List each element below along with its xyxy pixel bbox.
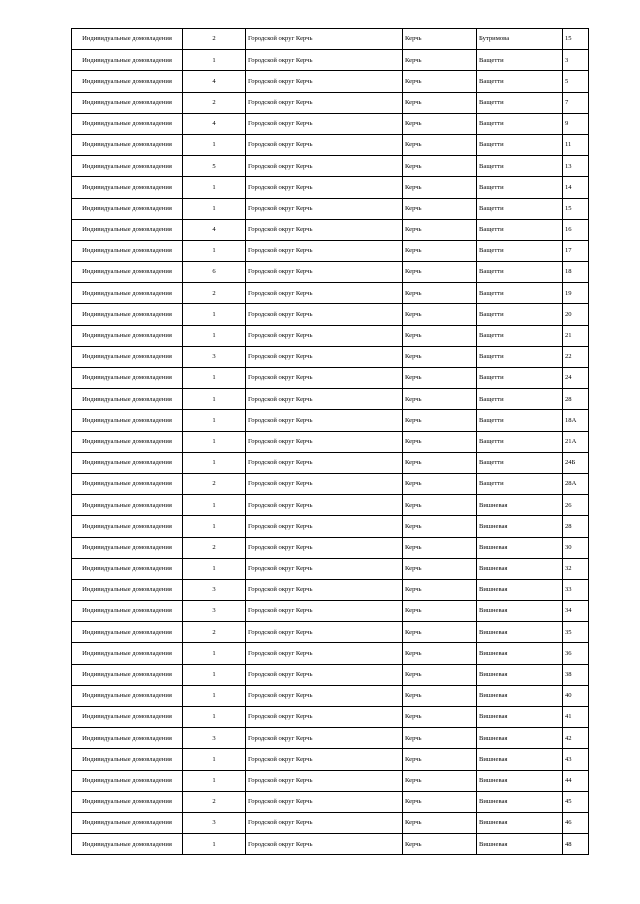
municipality-cell: Городской округ Керчь [246,516,403,537]
house-number-cell: 19 [563,283,589,304]
municipality-cell: Городской округ Керчь [246,791,403,812]
house-number-cell: 44 [563,770,589,791]
count-cell: 1 [183,50,246,71]
building-type-cell: Индивидуальные домовладения [72,431,183,452]
city-cell: Керчь [403,601,477,622]
street-cell: Ващетти [477,113,563,134]
table-row [72,240,589,261]
city-cell: Керчь [403,50,477,71]
street-cell: Вишневая [477,516,563,537]
municipality-cell: Городской округ Керчь [246,537,403,558]
table-row [72,558,589,579]
city-cell: Керчь [403,473,477,494]
house-number-cell: 18 [563,262,589,283]
house-number-cell: 20 [563,304,589,325]
street-cell: Вишневая [477,495,563,516]
city-cell: Керчь [403,283,477,304]
house-number-cell: 28 [563,389,589,410]
street-cell: Ващетти [477,389,563,410]
building-type-cell: Индивидуальные домовладения [72,198,183,219]
city-cell: Керчь [403,834,477,855]
street-cell: Вишневая [477,812,563,833]
city-cell: Керчь [403,304,477,325]
street-cell: Ващетти [477,50,563,71]
count-cell: 2 [183,92,246,113]
municipality-cell: Городской округ Керчь [246,431,403,452]
municipality-cell: Городской округ Керчь [246,389,403,410]
house-number-cell: 24Б [563,452,589,473]
city-cell: Керчь [403,685,477,706]
municipality-cell: Городской округ Керчь [246,728,403,749]
building-type-cell: Индивидуальные домовладения [72,685,183,706]
building-type-cell: Индивидуальные домовладения [72,622,183,643]
city-cell: Керчь [403,707,477,728]
municipality-cell: Городской округ Керчь [246,368,403,389]
table-row [72,770,589,791]
house-number-cell: 46 [563,812,589,833]
municipality-cell: Городской округ Керчь [246,346,403,367]
count-cell: 1 [183,134,246,155]
table-row [72,198,589,219]
house-number-cell: 15 [563,29,589,50]
municipality-cell: Городской округ Керчь [246,749,403,770]
municipality-cell: Городской округ Керчь [246,473,403,494]
house-number-cell: 9 [563,113,589,134]
city-cell: Керчь [403,389,477,410]
count-cell: 4 [183,113,246,134]
table-row [72,643,589,664]
municipality-cell: Городской округ Керчь [246,134,403,155]
count-cell: 3 [183,579,246,600]
count-cell: 4 [183,219,246,240]
building-type-cell: Индивидуальные домовладения [72,283,183,304]
municipality-cell: Городской округ Керчь [246,812,403,833]
house-number-cell: 24 [563,368,589,389]
house-number-cell: 28А [563,473,589,494]
building-type-cell: Индивидуальные домовладения [72,219,183,240]
building-type-cell: Индивидуальные домовладения [72,304,183,325]
municipality-cell: Городской округ Керчь [246,770,403,791]
street-cell: Вишневая [477,791,563,812]
table-row [72,304,589,325]
municipality-cell: Городской округ Керчь [246,685,403,706]
table-row [72,537,589,558]
municipality-cell: Городской округ Керчь [246,240,403,261]
house-number-cell: 5 [563,71,589,92]
street-cell: Ващетти [477,177,563,198]
table-row [72,71,589,92]
street-cell: Вишневая [477,643,563,664]
building-type-cell: Индивидуальные домовладения [72,537,183,558]
street-cell: Вишневая [477,749,563,770]
count-cell: 2 [183,473,246,494]
municipality-cell: Городской округ Керчь [246,177,403,198]
building-type-cell: Индивидуальные домовладения [72,812,183,833]
building-type-cell: Индивидуальные домовладения [72,516,183,537]
city-cell: Керчь [403,410,477,431]
building-type-cell: Индивидуальные домовладения [72,834,183,855]
house-number-cell: 18А [563,410,589,431]
municipality-cell: Городской округ Керчь [246,71,403,92]
municipality-cell: Городской округ Керчь [246,50,403,71]
building-type-cell: Индивидуальные домовладения [72,240,183,261]
street-cell: Ващетти [477,346,563,367]
house-number-cell: 13 [563,156,589,177]
count-cell: 3 [183,346,246,367]
address-table [71,28,589,855]
building-type-cell: Индивидуальные домовладения [72,728,183,749]
count-cell: 1 [183,198,246,219]
house-number-cell: 7 [563,92,589,113]
municipality-cell: Городской округ Керчь [246,495,403,516]
table-row [72,283,589,304]
building-type-cell: Индивидуальные домовладения [72,113,183,134]
city-cell: Керчь [403,516,477,537]
house-number-cell: 34 [563,601,589,622]
street-cell: Ващетти [477,240,563,261]
city-cell: Керчь [403,368,477,389]
count-cell: 2 [183,537,246,558]
city-cell: Керчь [403,71,477,92]
count-cell: 1 [183,558,246,579]
table-row [72,664,589,685]
building-type-cell: Индивидуальные домовладения [72,29,183,50]
street-cell: Ващетти [477,219,563,240]
table-row [72,812,589,833]
house-number-cell: 48 [563,834,589,855]
count-cell: 2 [183,791,246,812]
street-cell: Вишневая [477,601,563,622]
street-cell: Вишневая [477,558,563,579]
building-type-cell: Индивидуальные домовладения [72,770,183,791]
table-row [72,410,589,431]
count-cell: 3 [183,728,246,749]
house-number-cell: 26 [563,495,589,516]
house-number-cell: 36 [563,643,589,664]
table-row [72,707,589,728]
building-type-cell: Индивидуальные домовладения [72,643,183,664]
city-cell: Керчь [403,219,477,240]
municipality-cell: Городской округ Керчь [246,198,403,219]
city-cell: Керчь [403,622,477,643]
house-number-cell: 16 [563,219,589,240]
city-cell: Керчь [403,452,477,473]
street-cell: Ващетти [477,156,563,177]
building-type-cell: Индивидуальные домовладения [72,389,183,410]
house-number-cell: 40 [563,685,589,706]
city-cell: Керчь [403,643,477,664]
city-cell: Керчь [403,812,477,833]
count-cell: 2 [183,283,246,304]
municipality-cell: Городской округ Керчь [246,643,403,664]
building-type-cell: Индивидуальные домовладения [72,134,183,155]
count-cell: 2 [183,622,246,643]
building-type-cell: Индивидуальные домовладения [72,50,183,71]
table-row [72,728,589,749]
count-cell: 1 [183,304,246,325]
table-row [72,495,589,516]
city-cell: Керчь [403,558,477,579]
municipality-cell: Городской округ Керчь [246,29,403,50]
house-number-cell: 32 [563,558,589,579]
street-cell: Вишневая [477,664,563,685]
municipality-cell: Городской округ Керчь [246,304,403,325]
house-number-cell: 33 [563,579,589,600]
building-type-cell: Индивидуальные домовладения [72,71,183,92]
count-cell: 4 [183,71,246,92]
municipality-cell: Городской округ Керчь [246,283,403,304]
house-number-cell: 21 [563,325,589,346]
street-cell: Вишневая [477,707,563,728]
street-cell: Ващетти [477,431,563,452]
street-cell: Вишневая [477,770,563,791]
table-row [72,134,589,155]
city-cell: Керчь [403,113,477,134]
municipality-cell: Городской округ Керчь [246,410,403,431]
building-type-cell: Индивидуальные домовладения [72,664,183,685]
street-cell: Ващетти [477,452,563,473]
count-cell: 1 [183,240,246,261]
count-cell: 1 [183,389,246,410]
city-cell: Керчь [403,198,477,219]
city-cell: Керчь [403,431,477,452]
house-number-cell: 22 [563,346,589,367]
city-cell: Керчь [403,749,477,770]
street-cell: Вишневая [477,579,563,600]
street-cell: Ващетти [477,473,563,494]
city-cell: Керчь [403,325,477,346]
street-cell: Вишневая [477,685,563,706]
table-row [72,368,589,389]
table-row [72,262,589,283]
city-cell: Керчь [403,92,477,113]
municipality-cell: Городской округ Керчь [246,558,403,579]
street-cell: Ващетти [477,304,563,325]
count-cell: 1 [183,643,246,664]
building-type-cell: Индивидуальные домовладения [72,156,183,177]
table-row [72,516,589,537]
building-type-cell: Индивидуальные домовладения [72,749,183,770]
municipality-cell: Городской округ Керчь [246,707,403,728]
house-number-cell: 42 [563,728,589,749]
table-row [72,29,589,50]
building-type-cell: Индивидуальные домовладения [72,410,183,431]
house-number-cell: 43 [563,749,589,770]
street-cell: Ващетти [477,71,563,92]
municipality-cell: Городской округ Керчь [246,452,403,473]
table-row [72,431,589,452]
street-cell: Ващетти [477,325,563,346]
table-row [72,473,589,494]
count-cell: 2 [183,29,246,50]
municipality-cell: Городской округ Керчь [246,622,403,643]
count-cell: 3 [183,812,246,833]
table-row [72,92,589,113]
city-cell: Керчь [403,177,477,198]
city-cell: Керчь [403,664,477,685]
building-type-cell: Индивидуальные домовладения [72,452,183,473]
count-cell: 1 [183,325,246,346]
building-type-cell: Индивидуальные домовладения [72,325,183,346]
table-row [72,452,589,473]
house-number-cell: 41 [563,707,589,728]
building-type-cell: Индивидуальные домовладения [72,791,183,812]
count-cell: 1 [183,834,246,855]
municipality-cell: Городской округ Керчь [246,262,403,283]
table-row [72,177,589,198]
building-type-cell: Индивидуальные домовладения [72,495,183,516]
city-cell: Керчь [403,156,477,177]
street-cell: Ващетти [477,283,563,304]
street-cell: Ващетти [477,368,563,389]
building-type-cell: Индивидуальные домовладения [72,473,183,494]
building-type-cell: Индивидуальные домовладения [72,92,183,113]
city-cell: Керчь [403,728,477,749]
house-number-cell: 30 [563,537,589,558]
city-cell: Керчь [403,262,477,283]
house-number-cell: 21А [563,431,589,452]
building-type-cell: Индивидуальные домовладения [72,346,183,367]
table-row [72,50,589,71]
municipality-cell: Городской округ Керчь [246,92,403,113]
count-cell: 1 [183,431,246,452]
count-cell: 1 [183,452,246,473]
house-number-cell: 38 [563,664,589,685]
street-cell: Бутримова [477,29,563,50]
table-row [72,834,589,855]
municipality-cell: Городской округ Керчь [246,664,403,685]
table-row [72,389,589,410]
street-cell: Ващетти [477,262,563,283]
building-type-cell: Индивидуальные домовладения [72,601,183,622]
count-cell: 3 [183,601,246,622]
house-number-cell: 35 [563,622,589,643]
count-cell: 1 [183,707,246,728]
table-row [72,749,589,770]
municipality-cell: Городской округ Керчь [246,601,403,622]
count-cell: 1 [183,495,246,516]
table-row [72,113,589,134]
city-cell: Керчь [403,346,477,367]
count-cell: 1 [183,368,246,389]
street-cell: Вишневая [477,728,563,749]
count-cell: 5 [183,156,246,177]
building-type-cell: Индивидуальные домовладения [72,579,183,600]
house-number-cell: 45 [563,791,589,812]
house-number-cell: 28 [563,516,589,537]
table-row [72,579,589,600]
city-cell: Керчь [403,29,477,50]
city-cell: Керчь [403,495,477,516]
house-number-cell: 11 [563,134,589,155]
municipality-cell: Городской округ Керчь [246,325,403,346]
table-row [72,325,589,346]
building-type-cell: Индивидуальные домовладения [72,558,183,579]
house-number-cell: 14 [563,177,589,198]
city-cell: Керчь [403,770,477,791]
street-cell: Вишневая [477,537,563,558]
house-number-cell: 3 [563,50,589,71]
building-type-cell: Индивидуальные домовладения [72,707,183,728]
count-cell: 6 [183,262,246,283]
building-type-cell: Индивидуальные домовладения [72,368,183,389]
count-cell: 1 [183,685,246,706]
street-cell: Ващетти [477,92,563,113]
city-cell: Керчь [403,791,477,812]
house-number-cell: 17 [563,240,589,261]
city-cell: Керчь [403,537,477,558]
count-cell: 1 [183,410,246,431]
count-cell: 1 [183,770,246,791]
table-row [72,156,589,177]
count-cell: 1 [183,664,246,685]
city-cell: Керчь [403,134,477,155]
table-row [72,219,589,240]
municipality-cell: Городской округ Керчь [246,156,403,177]
street-cell: Ващетти [477,410,563,431]
building-type-cell: Индивидуальные домовладения [72,262,183,283]
street-cell: Ващетти [477,198,563,219]
city-cell: Керчь [403,579,477,600]
table-row [72,791,589,812]
municipality-cell: Городской округ Керчь [246,834,403,855]
count-cell: 1 [183,516,246,537]
municipality-cell: Городской округ Керчь [246,113,403,134]
street-cell: Вишневая [477,622,563,643]
street-cell: Ващетти [477,134,563,155]
table-row [72,346,589,367]
municipality-cell: Городской округ Керчь [246,219,403,240]
count-cell: 1 [183,177,246,198]
city-cell: Керчь [403,240,477,261]
street-cell: Вишневая [477,834,563,855]
count-cell: 1 [183,749,246,770]
table-row [72,622,589,643]
table-row [72,601,589,622]
address-table-body [72,29,589,855]
municipality-cell: Городской округ Керчь [246,579,403,600]
building-type-cell: Индивидуальные домовладения [72,177,183,198]
table-row [72,685,589,706]
house-number-cell: 15 [563,198,589,219]
